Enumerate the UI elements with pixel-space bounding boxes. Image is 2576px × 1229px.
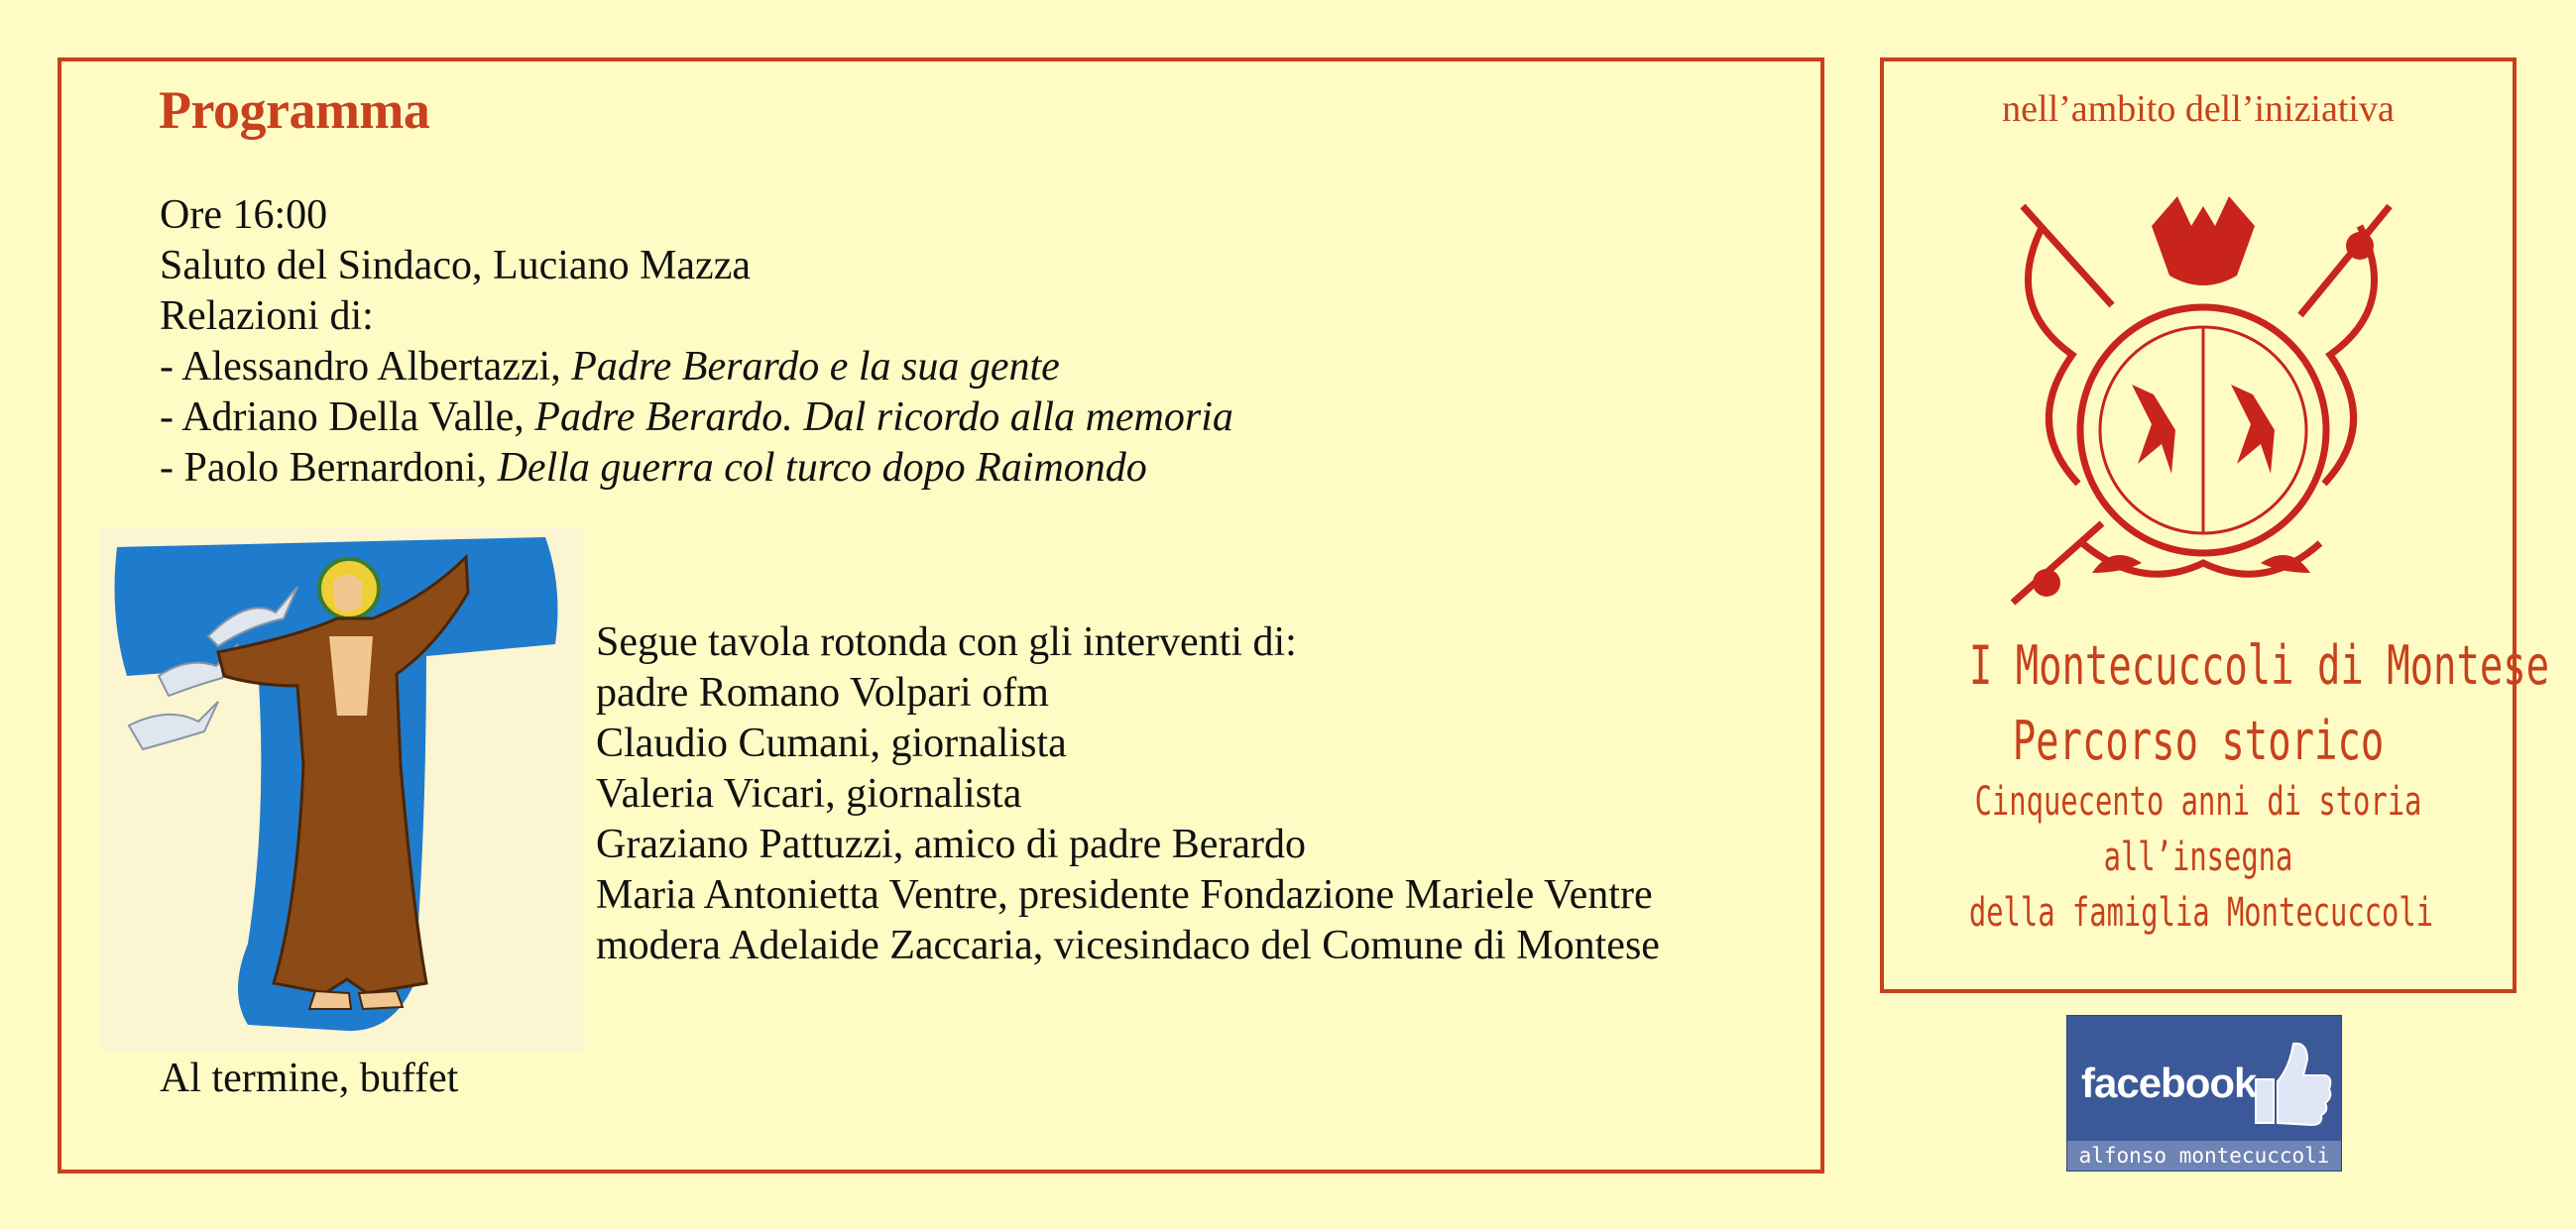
initiative-tagline: della famiglia Montecuccoli [1968, 890, 2434, 936]
closing-note: Al termine, buffet [160, 1056, 459, 1101]
round-table-lines [596, 617, 1660, 971]
initiative-tagline: all’insegna [2103, 835, 2293, 880]
initiative-title: I Montecuccoli di Montese [1968, 634, 2550, 697]
talk-item [160, 342, 1233, 392]
talk-title: Padre Berardo e la sua gente [571, 344, 1060, 390]
program-heading: Programma [159, 80, 430, 140]
initiative-subtitle: Percorso storico [2012, 710, 2385, 772]
program-time: Ore 16:00 [160, 192, 328, 238]
initiative-intro: nell’ambito dell’iniziativa [2002, 88, 2395, 130]
saint-francis-tau-icon [99, 527, 583, 1051]
round-table-participant: Claudio Cumani, giornalista [596, 721, 1067, 766]
round-table-participant: Valeria Vicari, giornalista [596, 771, 1022, 817]
talk-item [160, 443, 1233, 494]
round-table-participant: padre Romano Volpari ofm [596, 670, 1049, 716]
facebook-account-name: alfonso montecuccoli [2067, 1141, 2341, 1171]
talk-speaker: - Adriano Della Valle, [160, 394, 535, 440]
talk-title: Della guerra col turco dopo Raimondo [497, 445, 1147, 491]
facebook-wordmark: facebook [2081, 1060, 2257, 1106]
round-table-participant: Graziano Pattuzzi, amico di padre Berardo [596, 822, 1307, 867]
talks-intro: Relazioni di: [160, 293, 374, 339]
thumbs-up-icon [2250, 1038, 2333, 1129]
talk-speaker: - Paolo Bernardoni, [160, 445, 498, 491]
talk-speaker: - Alessandro Albertazzi, [160, 344, 572, 390]
initiative-tagline: Cinquecento anni di storia [1974, 779, 2422, 825]
program-lines [160, 190, 1233, 494]
round-table-moderator: modera Adelaide Zaccaria, vicesindaco del Comune di Montese [596, 923, 1660, 968]
round-table-participant: Maria Antonietta Ventre, presidente Fondazione Mariele Ventre [596, 872, 1653, 918]
round-table-intro: Segue tavola rotonda con gli interventi di: [596, 619, 1297, 665]
talk-title: Padre Berardo. Dal ricordo alla memoria [534, 394, 1233, 440]
coat-of-arms-icon [1983, 186, 2419, 613]
program-greeting: Saluto del Sindaco, Luciano Mazza [160, 243, 751, 288]
talk-item [160, 392, 1233, 443]
facebook-link[interactable] [2066, 1015, 2342, 1172]
